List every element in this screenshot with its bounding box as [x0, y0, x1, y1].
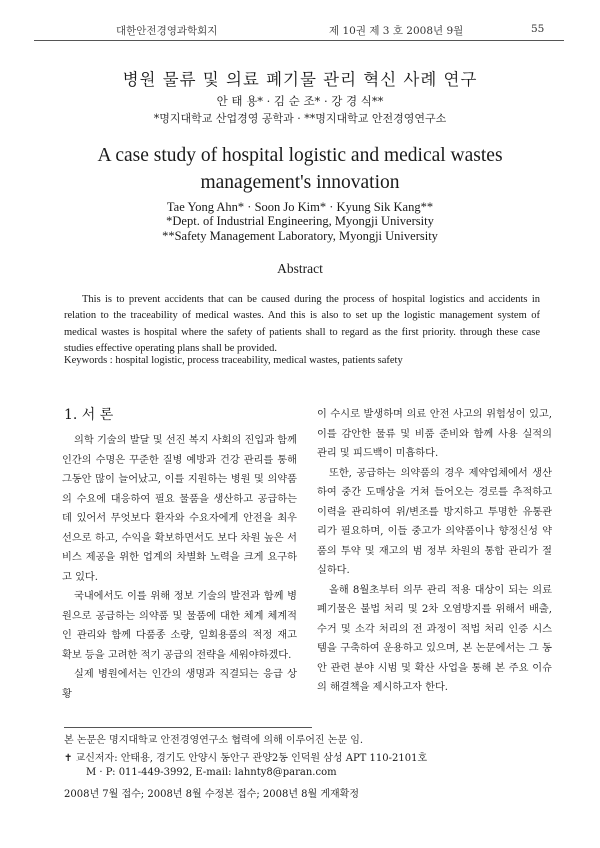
- journal-name: 대한안전경영과학회지: [116, 25, 218, 37]
- authors-english: Tae Yong Ahn* · Soon Jo Kim* · Kyung Sik Kang**: [166, 200, 434, 214]
- paragraph: 실제 병원에서는 인간의 생명과 직결되는 응급 상황: [62, 669, 297, 700]
- title-korean: 병원 물류 및 의료 폐기물 관리 혁신 사례 연구: [122, 70, 478, 89]
- page-number: 55: [531, 23, 545, 35]
- footnote-dates: 2008년 7월 접수; 2008년 8월 수정본 접수; 2008년 8월 게재확정: [64, 789, 360, 800]
- right-column: [317, 405, 552, 698]
- paragraph: 또한, 공급하는 의약품의 경우 제약업체에서 생산하여 중간 도매상을 거쳐 들어오는 경로를 추적하고 이력을 관리하여 위/변조를 방지하고 투명한 유통관리가 필요하며, 이들 중고가 의약품이나 향정신성 약품의 투약 및 재고의 범 정부 차원의 통합 관리가 절실하다.: [317, 467, 552, 576]
- authors-korean: 안 태 용* · 김 순 조* · 강 경 식**: [216, 94, 384, 108]
- affiliation-english-2: **Safety Management Laboratory, Myongji University: [162, 229, 438, 243]
- footnote-corresponding-author: ✝ 교신저자: 안태용, 경기도 안양시 동안구 관양2동 인덕원 삼성 APT 110-2101호: [64, 753, 428, 764]
- left-column: [62, 431, 297, 704]
- section-heading: 1. 서 론: [64, 407, 114, 423]
- affiliations-korean: *명지대학교 산업경영 공학과 · **명지대학교 안전경영연구소: [153, 112, 447, 125]
- footnote-contact: M · P: 011-449-3992, E-mail: lahnty8@paran.com: [86, 767, 337, 778]
- keywords: Keywords : hospital logistic, process traceability, medical wastes, patients safety: [64, 355, 403, 366]
- paragraph: 이 수시로 발생하며 의료 안전 사고의 위험성이 있고, 이를 감안한 물류 및 비품 준비와 함께 사용 실적의 관리 및 피드백이 미흡하다.: [317, 409, 552, 459]
- footnote-rule: [64, 727, 312, 728]
- header-rule: [34, 40, 564, 41]
- title-english-line1: A case study of hospital logistic and medical wastes: [97, 145, 503, 166]
- paragraph: 국내에서도 이를 위해 정보 기술의 발전과 함께 병원으로 공급하는 의약품 및 물품에 대한 체계 체계적인 관리와 함께 다품종 소량, 일회용품의 적정 재고 확보 등을 고려한 적기 공급의 전략을 세워야하겠다.: [62, 591, 297, 661]
- abstract-heading: Abstract: [277, 261, 323, 276]
- paragraph: 올해 8월초부터 의무 관리 적용 대상이 되는 의료폐기물은 불법 처리 및 2차 오염방지를 위해서 배출, 수거 및 소각 처리의 전 과정이 적법 처리 인증 시스템을 구축하여 운용하고 있으며, 본 논문에서는 그 동안 관련 분야 시범 및 확산 사업을 통해 본 주요 이슈의 해결책을 제시하고자 한다.: [317, 584, 552, 693]
- affiliation-english-1: *Dept. of Industrial Engineering, Myongji University: [166, 214, 434, 228]
- abstract-body: This is to prevent accidents that can be caused during the process of hospital logistics and accidents in relation to the traceability of medical wastes. And this is also to set up the logistic management system of medical wastes is hospital where the safety of patients shall to regard as the first priority. through these case studies effective operating plans shall be provided.: [64, 294, 540, 355]
- title-english-line2: management's innovation: [200, 172, 400, 193]
- footnote-funding: 본 논문은 명지대학교 안전경영연구소 협력에 의해 이루어진 논문 임.: [64, 735, 364, 746]
- paragraph: 의학 기술의 발달 및 선진 복지 사회의 진입과 함께 인간의 수명은 꾸준한 질병 예방과 건강 관리를 통해 그동안 많이 늘어났고, 이를 지원하는 병원 및 의약품의 수요에 대응하여 필요 물품을 생산하고 공급하는데 있어서 무엇보다 환자와 수요자에게 안전을 최우선으로 하고, 수익을 확보하면서도 보다 차원 높은 서비스 제공을 위한 업계의 차별화 노력을 크게 요구하고 있다.: [62, 435, 297, 583]
- volume-info: 제 10권 제 3 호 2008년 9월: [329, 25, 464, 37]
